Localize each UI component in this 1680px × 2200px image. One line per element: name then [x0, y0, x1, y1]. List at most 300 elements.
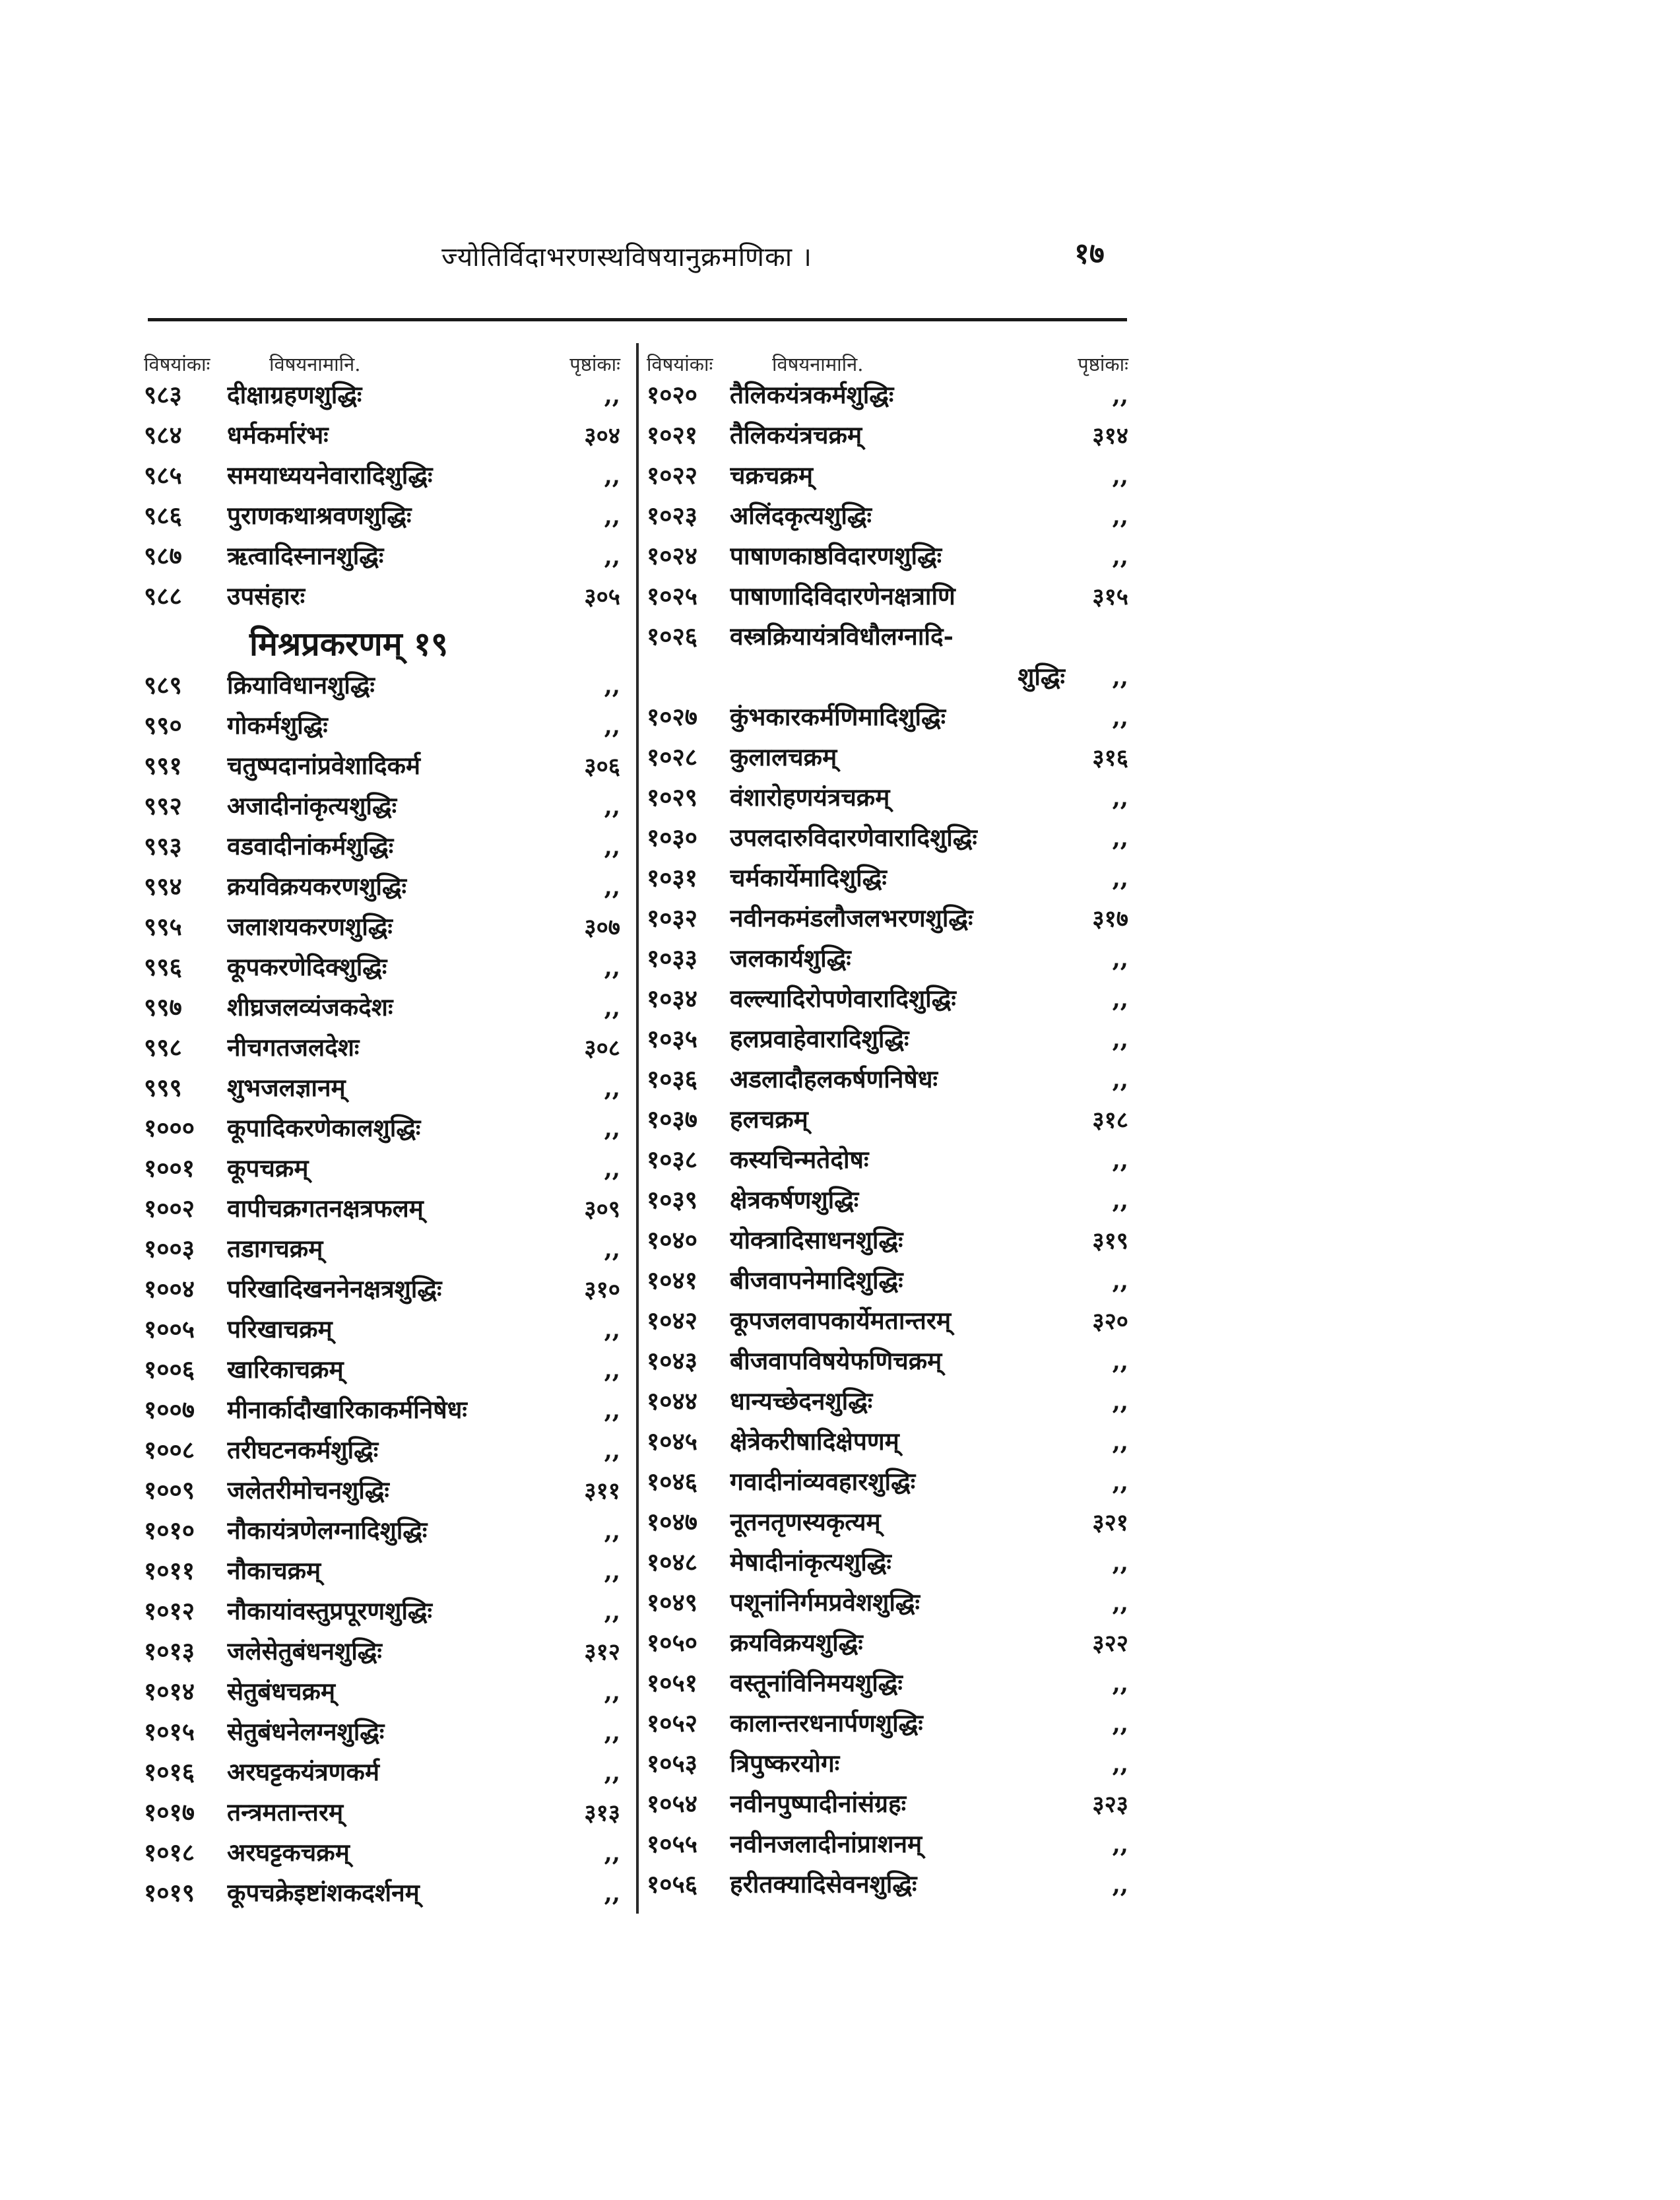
entry-page: ३१८ — [1092, 1107, 1128, 1134]
entry-title: नौकायंत्रणेलग्नादिशुद्धिः — [227, 1516, 428, 1545]
index-entry — [647, 417, 1128, 457]
entry-page: ,, — [1112, 463, 1128, 490]
entry-title: वडवादीनांकर्मशुद्धिः — [227, 831, 394, 860]
entry-number: १०३९ — [647, 1185, 697, 1214]
entry-title: वस्तूनांविनिमयशुद्धिः — [730, 1668, 903, 1697]
entry-title: बीजवापनेमादिशुद्धिः — [730, 1266, 903, 1295]
index-entry — [647, 1343, 1128, 1383]
entry-title: क्रयविक्रयकरणशुद्धिः — [227, 872, 406, 901]
entry-number: १०३० — [647, 823, 697, 852]
entry-number: १००३ — [144, 1234, 195, 1263]
entry-page: ,, — [604, 954, 620, 981]
index-entry — [647, 1705, 1128, 1745]
entry-number: १०३२ — [647, 903, 697, 932]
entry-number: १०१७ — [144, 1797, 195, 1827]
index-entry — [647, 1504, 1128, 1544]
entry-page: ,, — [1112, 382, 1128, 409]
entry-title: क्षेत्रेकरीषादिक्षेपणम् — [730, 1427, 899, 1456]
entry-title: सेतुबंधनेलग्नशुद्धिः — [227, 1717, 385, 1746]
entry-number: १०३१ — [647, 863, 697, 892]
entry-page: ,, — [1112, 1066, 1128, 1093]
entry-title: नौकाचक्रम् — [227, 1556, 321, 1585]
index-entry — [647, 1142, 1128, 1182]
entry-number: १०३७ — [647, 1105, 697, 1134]
index-entry — [647, 1745, 1128, 1786]
entry-number: १०३४ — [647, 984, 697, 1013]
entry-page: ,, — [604, 1397, 620, 1424]
page-number: १७ — [1074, 237, 1105, 271]
entry-page: ३०६ — [584, 753, 620, 780]
entry-title: शुभजलज्ञानम् — [227, 1073, 346, 1102]
entry-number: १०१२ — [144, 1596, 195, 1625]
entry-number: ९९० — [144, 711, 182, 740]
entry-title: योक्त्रादिसाधनशुद्धिः — [730, 1225, 903, 1254]
entry-page: ,, — [1112, 1348, 1128, 1375]
entry-number: ९८७ — [144, 541, 182, 570]
entry-number: १०४३ — [647, 1346, 697, 1375]
entry-title: तरीघटनकर्मशुद्धिः — [227, 1435, 379, 1464]
entry-page: ३२० — [1092, 1308, 1128, 1335]
index-entry — [144, 1231, 620, 1271]
entry-number: १०४४ — [647, 1386, 697, 1415]
entry-page: ,, — [604, 1155, 620, 1182]
entry-title: क्षेत्रकर्षणशुद्धिः — [730, 1185, 859, 1214]
index-entry — [144, 578, 620, 618]
entry-title: कूपादिकरणेकालशुद्धिः — [227, 1113, 421, 1142]
entry-title: जलेसेतुबंधनशुद्धिः — [227, 1636, 382, 1666]
index-entry — [144, 1754, 620, 1794]
entry-title: अजादीनांकृत्यशुद्धिः — [227, 791, 397, 820]
index-entry — [144, 498, 620, 538]
index-entry — [144, 788, 620, 828]
index-entry — [647, 538, 1128, 578]
entry-number: १०५३ — [647, 1749, 697, 1778]
entry-number: १०५१ — [647, 1668, 697, 1697]
entry-page: ,, — [604, 994, 620, 1021]
entry-page: ,, — [1112, 1670, 1128, 1697]
entry-page: ,, — [1112, 503, 1128, 530]
entry-number: १०१६ — [144, 1757, 195, 1786]
index-entry — [647, 377, 1128, 417]
entry-title: समयाध्ययनेवारादिशुद्धिः — [227, 461, 433, 490]
entry-title: कुंभकारकर्मणिमादिशुद्धिः — [730, 702, 946, 731]
entry-page: ,, — [1112, 865, 1128, 892]
entry-page: ,, — [1112, 1388, 1128, 1415]
entry-page: ३०५ — [584, 583, 620, 610]
entry-page: ,, — [604, 503, 620, 530]
entry-page: ३०४ — [584, 422, 620, 449]
entry-page: ,, — [604, 1759, 620, 1786]
entry-title: नवीनकमंडलौजलभरणशुद्धिः — [730, 903, 973, 932]
entry-number: १०११ — [144, 1556, 195, 1585]
entry-title: कूपकरणेदिक्शुद्धिः — [227, 952, 387, 981]
entry-title: जलकार्यशुद्धिः — [730, 944, 851, 973]
entry-number: १०१० — [144, 1516, 195, 1545]
entry-page: ,, — [604, 833, 620, 860]
index-entry — [647, 1826, 1128, 1866]
index-entry — [647, 860, 1128, 900]
entry-number: १००५ — [144, 1314, 195, 1343]
entry-page: ,, — [1112, 1147, 1128, 1174]
entry-number: १०५२ — [647, 1708, 697, 1737]
entry-page: ,, — [1112, 1429, 1128, 1456]
header-page-number: पृष्ठांकाः — [1078, 353, 1128, 375]
entry-title: दीक्षाग्रहणशुद्धिः — [227, 380, 362, 409]
entry-page: ३१० — [584, 1276, 620, 1303]
entry-title: नीचगतजलदेशः — [227, 1033, 360, 1062]
entry-page: ३०९ — [584, 1196, 620, 1223]
entry-title: पाषाणादिविदारणेनक्षत्राणि — [730, 581, 955, 610]
entry-title: अरघट्टकचक्रम् — [227, 1838, 350, 1867]
left-entry-list-a — [144, 377, 620, 618]
right-column-header — [647, 340, 1128, 377]
entry-number: १०२४ — [647, 541, 697, 570]
entry-number: १०२३ — [647, 501, 697, 530]
entry-title: चतुष्पदानांप्रवेशादिकर्म — [227, 751, 421, 780]
entry-page: ,, — [604, 1115, 620, 1142]
index-entry — [647, 1866, 1128, 1906]
entry-title: कूपजलवापकार्येमतान्तरम् — [730, 1306, 952, 1335]
entry-page: ३२२ — [1092, 1630, 1128, 1657]
entry-title: पशूनांनिर्गमप्रवेशशुद्धिः — [730, 1588, 920, 1617]
index-entry — [144, 1512, 620, 1553]
entry-continuation-page: ,, — [1112, 664, 1128, 691]
entry-number: १०४१ — [647, 1266, 697, 1295]
entry-number: १०१३ — [144, 1636, 195, 1666]
index-entry — [647, 1061, 1128, 1101]
entry-number: १०२१ — [647, 420, 697, 449]
entry-number: ९९५ — [144, 912, 182, 941]
entry-number: ९८४ — [144, 420, 182, 449]
entry-number: ९९२ — [144, 791, 182, 820]
entry-title: अडलादौहलकर्षणनिषेधः — [730, 1064, 938, 1093]
page-title: ज्योतिर्विदाभरणस्थविषयानुक्रमणिका । — [441, 242, 812, 273]
entry-title: शीघ्रजलव्यंजकदेशः — [227, 992, 393, 1021]
entry-number: ९८५ — [144, 461, 182, 490]
index-entry — [144, 748, 620, 788]
entry-title: परिखादिखननेनक्षत्रशुद्धिः — [227, 1274, 442, 1303]
entry-page: ३१७ — [1092, 905, 1128, 932]
entry-number: ९९९ — [144, 1073, 182, 1102]
entry-number: १०२६ — [647, 622, 697, 651]
entry-page: ,, — [604, 1840, 620, 1867]
index-entry — [144, 1794, 620, 1834]
index-entry — [144, 1593, 620, 1633]
index-entry — [647, 498, 1128, 538]
entry-title: वापीचक्रगतनक्षत्रफलम् — [227, 1194, 424, 1223]
index-entry — [647, 457, 1128, 498]
index-entry — [144, 949, 620, 989]
index-entry — [647, 940, 1128, 981]
entry-number: ९९६ — [144, 952, 182, 981]
entry-number: १०४९ — [647, 1588, 697, 1617]
entry-title: त्रिपुष्करयोगः — [730, 1749, 840, 1778]
index-entry — [647, 578, 1128, 618]
entry-number: १०२७ — [647, 702, 697, 731]
entry-page: ,, — [1112, 704, 1128, 731]
index-entry — [144, 667, 620, 707]
index-entry — [647, 1544, 1128, 1584]
entry-title: गवादीनांव्यवहारशुद्धिः — [730, 1467, 916, 1496]
entry-page: ,, — [604, 1357, 620, 1384]
entry-continuation-text: शुद्धिः — [1018, 662, 1065, 691]
entry-title: तैलिकयंत्रकर्मशुद्धिः — [730, 380, 894, 409]
index-entry — [647, 820, 1128, 860]
index-entry — [647, 981, 1128, 1021]
entry-title: पाषाणकाष्ठविदारणशुद्धिः — [730, 541, 942, 570]
index-entry — [647, 779, 1128, 820]
entry-page: ,, — [604, 1075, 620, 1102]
entry-number: १०३८ — [647, 1145, 697, 1174]
entry-title: बीजवापविषयेफणिचक्रम् — [730, 1346, 942, 1375]
entry-page: ,, — [1112, 1026, 1128, 1053]
entry-number: १०२२ — [647, 461, 697, 490]
index-entry — [144, 538, 620, 578]
index-entry — [144, 707, 620, 748]
index-entry — [647, 699, 1128, 739]
entry-title: तडागचक्रम् — [227, 1234, 323, 1263]
entry-page: ३१६ — [1092, 744, 1128, 771]
entry-title: क्रयविक्रयशुद्धिः — [730, 1628, 863, 1657]
header-subject-number: विषयांकाः — [144, 353, 210, 375]
entry-title: धर्मकर्मारंभः — [227, 420, 329, 449]
entry-page: ,, — [1112, 946, 1128, 973]
entry-number: १००२ — [144, 1194, 195, 1223]
entry-title: वल्ल्यादिरोपणेवारादिशुद्धिः — [730, 984, 956, 1013]
entry-title: कस्यचिन्मतेदोषः — [730, 1145, 869, 1174]
index-entry — [144, 1271, 620, 1311]
entry-page: ३१२ — [584, 1638, 620, 1666]
entry-number: १०४० — [647, 1225, 697, 1254]
index-entry — [647, 1383, 1128, 1423]
entry-continuation — [647, 659, 1128, 699]
entry-page: ,, — [604, 1236, 620, 1263]
header-page-number: पृष्ठांकाः — [569, 353, 620, 375]
entry-page: ,, — [604, 463, 620, 490]
index-entry — [647, 1303, 1128, 1343]
index-entry — [144, 1875, 620, 1915]
entry-page: ,, — [1112, 1710, 1128, 1737]
entry-title: उपलदारुविदारणेवारादिशुद्धिः — [730, 823, 977, 852]
index-entry — [144, 1472, 620, 1512]
entry-number: १०५५ — [647, 1829, 697, 1858]
entry-title: परिखाचक्रम् — [227, 1314, 333, 1343]
entry-number: १००९ — [144, 1475, 195, 1504]
entry-page: ,, — [604, 1880, 620, 1907]
entry-number: १०१५ — [144, 1717, 195, 1746]
entry-page: ३१३ — [584, 1799, 620, 1827]
index-entry — [144, 1432, 620, 1472]
entry-page: ,, — [1112, 825, 1128, 852]
entry-page: ,, — [604, 1598, 620, 1625]
index-entry — [144, 417, 620, 457]
entry-number: १०५० — [647, 1628, 697, 1657]
entry-title: तन्त्रमतान्तरम् — [227, 1797, 344, 1827]
entry-title: खारिकाचक्रम् — [227, 1355, 344, 1384]
entry-number: १००६ — [144, 1355, 195, 1384]
right-entry-list-b — [647, 699, 1128, 1906]
entry-number: १०१८ — [144, 1838, 195, 1867]
entry-number: ९९८ — [144, 1033, 182, 1062]
header-subject-name: विषयनामानि. — [269, 353, 361, 375]
index-entry — [144, 1070, 620, 1110]
index-entry — [647, 1222, 1128, 1262]
entry-title: नवीनजलादीनांप्राशनम् — [730, 1829, 922, 1858]
entry-number: १०४५ — [647, 1427, 697, 1456]
entry-page: ३०८ — [584, 1035, 620, 1062]
index-entry — [647, 1786, 1128, 1826]
entry-page: ,, — [604, 793, 620, 820]
entry-page: ,, — [1112, 1187, 1128, 1214]
entry-number: १०५६ — [647, 1869, 697, 1898]
left-column-header — [144, 340, 620, 377]
entry-page: ३११ — [584, 1477, 620, 1504]
left-column — [144, 340, 620, 1915]
index-entry — [144, 1553, 620, 1593]
entry-number: १०२८ — [647, 742, 697, 771]
entry-title: कालान्तरधनार्पणशुद्धिः — [730, 1708, 923, 1737]
entry-page: ,, — [604, 1316, 620, 1343]
entry-page: ,, — [604, 1679, 620, 1706]
entry-number: १०४६ — [647, 1467, 697, 1496]
entry-title: अलिंदकृत्यशुद्धिः — [730, 501, 872, 530]
index-entry — [144, 989, 620, 1029]
index-entry — [647, 618, 1128, 659]
entry-page: ,, — [604, 713, 620, 740]
header-subject-name: विषयनामानि. — [772, 353, 864, 375]
entry-number: १०४२ — [647, 1306, 697, 1335]
index-entry — [144, 1633, 620, 1673]
entry-number: १००४ — [144, 1274, 195, 1303]
entry-page: ,, — [1112, 543, 1128, 570]
entry-number: ९९१ — [144, 751, 182, 780]
index-entry — [647, 739, 1128, 779]
entry-page: ३१९ — [1092, 1227, 1128, 1254]
entry-title: वस्त्रक्रियायंत्रविधौलग्नादि- — [730, 622, 953, 651]
index-entry — [647, 1625, 1128, 1665]
index-entry — [144, 1110, 620, 1150]
entry-number: ९८९ — [144, 670, 182, 699]
entry-page: ,, — [1112, 1549, 1128, 1576]
entry-page: ,, — [1112, 1590, 1128, 1617]
index-entry — [144, 457, 620, 498]
entry-page: ,, — [1112, 1871, 1128, 1898]
entry-title: हलचक्रम् — [730, 1105, 808, 1134]
index-entry — [647, 1101, 1128, 1142]
index-entry — [647, 900, 1128, 940]
entry-title: हलप्रवाहेवारादिशुद्धिः — [730, 1024, 909, 1053]
index-entry — [647, 1021, 1128, 1061]
entry-page: ,, — [604, 1558, 620, 1585]
entry-title: कूपचक्रेइष्टांशकदर्शनम् — [227, 1878, 420, 1907]
index-entry — [144, 909, 620, 949]
index-entry — [647, 1665, 1128, 1705]
left-entry-list-b — [144, 667, 620, 1915]
entry-number: १०१९ — [144, 1878, 195, 1907]
entry-title: जलाशयकरणशुद्धिः — [227, 912, 393, 941]
entry-page: ३२३ — [1092, 1791, 1128, 1818]
entry-page: ,, — [1112, 1831, 1128, 1858]
right-entry-list-a — [647, 377, 1128, 659]
entry-title: गोकर्मशुद्धिः — [227, 711, 328, 740]
index-entry — [144, 1714, 620, 1754]
header-subject-number: विषयांकाः — [647, 353, 713, 375]
entry-page: ,, — [604, 672, 620, 699]
entry-title: सेतुबंधचक्रम् — [227, 1677, 336, 1706]
index-entry — [144, 1351, 620, 1392]
entry-number: ९९७ — [144, 992, 182, 1021]
entry-number: ९८३ — [144, 380, 182, 409]
entry-title: चक्रचक्रम् — [730, 461, 813, 490]
entry-page: ,, — [1112, 1469, 1128, 1496]
index-entry — [144, 377, 620, 417]
entry-title: क्रियाविधानशुद्धिः — [227, 670, 375, 699]
index-entry — [647, 1464, 1128, 1504]
entry-number: १०२० — [647, 380, 697, 409]
entry-number: १०२५ — [647, 581, 697, 610]
entry-title: हरीतक्यादिसेवनशुद्धिः — [730, 1869, 917, 1898]
entry-number: १०५४ — [647, 1789, 697, 1818]
entry-title: मीनार्कादौखारिकाकर्मनिषेधः — [227, 1395, 467, 1424]
entry-number: १०२९ — [647, 783, 697, 812]
index-entry — [144, 868, 620, 909]
index-entry — [647, 1182, 1128, 1222]
entry-title: चर्मकार्येमादिशुद्धिः — [730, 863, 887, 892]
entry-page: ३०७ — [584, 914, 620, 941]
entry-page: ,, — [1112, 986, 1128, 1013]
entry-number: ९९३ — [144, 831, 182, 860]
index-entry — [647, 1584, 1128, 1625]
entry-number: ९९४ — [144, 872, 182, 901]
entry-number: १०३३ — [647, 944, 697, 973]
entry-number: १००७ — [144, 1395, 195, 1424]
entry-page: ,, — [1112, 1751, 1128, 1778]
index-entry — [144, 1190, 620, 1231]
entry-number: ९८६ — [144, 501, 182, 530]
entry-title: नौकायांवस्तुप्रपूरणशुद्धिः — [227, 1596, 432, 1625]
index-entry — [144, 1392, 620, 1432]
entry-title: उपसंहारः — [227, 581, 306, 610]
entry-page: ,, — [604, 382, 620, 409]
entry-page: ३१५ — [1092, 583, 1128, 610]
entry-page: ,, — [604, 1437, 620, 1464]
index-entry — [647, 1262, 1128, 1303]
index-entry — [144, 1311, 620, 1351]
entry-number: १००१ — [144, 1153, 195, 1182]
entry-page: ३१४ — [1092, 422, 1128, 449]
index-entry — [144, 1834, 620, 1875]
entry-title: तैलिकयंत्रचक्रम् — [730, 420, 862, 449]
index-entry — [647, 1423, 1128, 1464]
column-divider — [636, 343, 639, 1914]
entry-title: जलेतरीमोचनशुद्धिः — [227, 1475, 389, 1504]
entry-number: १००० — [144, 1113, 195, 1142]
entry-page: ,, — [604, 543, 620, 570]
entry-page: ,, — [604, 874, 620, 901]
header-rule — [148, 318, 1127, 321]
entry-title: पुराणकथाश्रवणशुद्धिः — [227, 501, 412, 530]
entry-title: नवीनपुष्पादीनांसंग्रहः — [730, 1789, 907, 1818]
entry-title: वंशारोहणयंत्रचक्रम् — [730, 783, 890, 812]
entry-title: ऋत्वादिस्नानशुद्धिः — [227, 541, 384, 570]
entry-title: कूपचक्रम् — [227, 1153, 309, 1182]
entry-title: कुलालचक्रम् — [730, 742, 837, 771]
entry-title: धान्यच्छेदनशुद्धिः — [730, 1386, 873, 1415]
entry-number: ९८८ — [144, 581, 182, 610]
entry-number: १००८ — [144, 1435, 195, 1464]
entry-page: ,, — [604, 1719, 620, 1746]
entry-page: ,, — [1112, 1268, 1128, 1295]
